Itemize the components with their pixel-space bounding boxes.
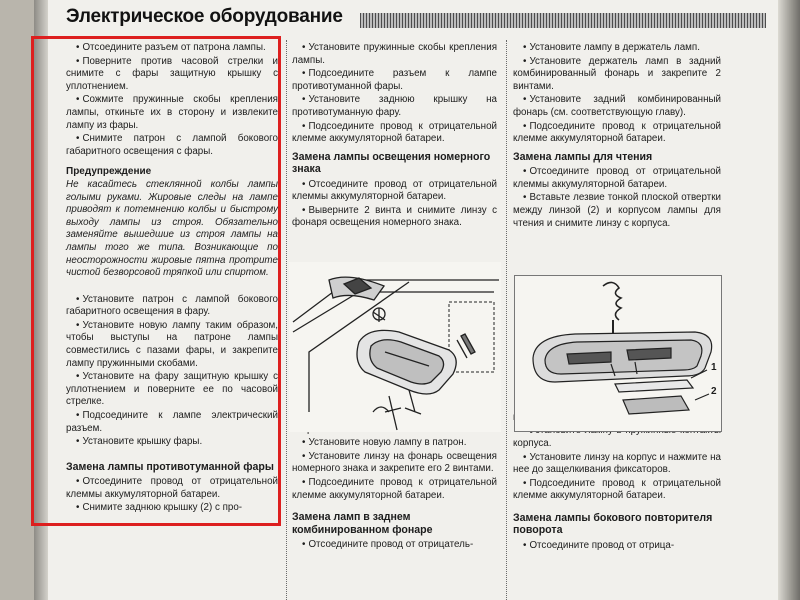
paragraph: • Вставьте лезвие тонкой плоской отвертки между линзой (2) и корпусом лампы для чтения и снимите линзу с корпуса. [513, 192, 721, 230]
column-divider [506, 40, 507, 600]
paragraph: • Отсоедините провод от отрицательной клеммы аккумуляторной батареи. [513, 166, 721, 191]
page-title: Электрическое оборудование [66, 6, 343, 27]
paragraph: • Установите на фару защитную крышку с уплотнением и поверните ее по часовой стрелке. [66, 371, 278, 409]
paragraph: • Поверните против часовой стрелки и снимите с фары защитную крышку с уплотнением. [66, 56, 278, 94]
paragraph: • Снимите патрон с лампой бокового габаритного освещения с фары. [66, 133, 278, 158]
figure-label-2: 2 [711, 386, 717, 397]
warning-text: Не касайтесь стеклянной колбы лампы голыми руками. Жировые следы на лампе приводят к потемнению колбы и быстрому выходу лампы из строя. Обязательно заменяйте вышедшие из строя лампы на лампы того же типа. Возникающие по неосторожности жировые пятна протрите чистой безворсовой тряпкой или спиртом. [66, 178, 278, 279]
figure-label-1: 1 [711, 362, 717, 373]
paragraph: • корпуса. [513, 425, 721, 450]
paragraph: • Установите линзу на корпус и нажмите на нее до защелкивания фиксаторов. [513, 452, 721, 477]
reading-lamp-figure [514, 275, 722, 432]
paragraph: • Установите линзу на фонарь освещения номерного знака и закрепите его 2 винтами. [292, 451, 497, 476]
paragraph: • Выверните 2 винта и снимите линзу с фонаря освещения номерного знака. [292, 205, 497, 230]
paragraph: • Установите крышку фары. [66, 436, 278, 449]
warning-heading: Предупреждение [66, 166, 152, 178]
paragraph: • Установите лампу в держатель ламп. [513, 42, 721, 55]
paragraph: • Отсоедините провод от отрица- [513, 540, 721, 553]
section-heading: Замена лампы для чтения [513, 150, 653, 163]
section-heading: Замена лампы бокового повторителя поворота [513, 511, 713, 537]
column-divider [286, 40, 287, 600]
paragraph: • Сожмите пружинные скобы крепления лампы, откиньте их в сторону и извлеките лампу из фары. [66, 94, 278, 132]
paragraph: • Отсоедините провод от отрицательной клеммы аккумуляторной батареи. [66, 476, 278, 501]
section-heading: Замена лампы противотуманной фары [66, 460, 274, 473]
page-right-edge [778, 0, 800, 600]
paragraph: • Установите задний комбинированный фонарь (см. соответствующую главу). [513, 94, 721, 119]
license-plate-lamp-drawing-icon [289, 262, 501, 432]
paragraph: • Установите новую лампу в патрон. [292, 437, 497, 450]
paragraph: • Установите патрон с лампой бокового габаритного освещения в фару. [66, 294, 278, 319]
paragraph: • Установите держатель ламп в задний комбинированный фонарь и закрепите 2 винтами. [513, 56, 721, 94]
paragraph: • Установите новую лампу таким образом, чтобы выступы на патроне лампы совместились с пазами фары, и закрепите лампу пружинными скобами. [66, 320, 278, 370]
highlight-frame [31, 36, 281, 526]
section-heading: Замена лампы освещения номерного знака [292, 150, 491, 176]
paragraph: • Подсоедините к лампе электрический разъем. [66, 410, 278, 435]
paragraph: • Подсоедините провод к отрицательной клемме аккумуляторной батареи. [513, 478, 721, 503]
reading-lamp-drawing-icon [515, 276, 721, 431]
paragraph: • Подсоедините разъем к лампе противотуманной фары. [292, 68, 497, 93]
paragraph: • Подсоедините провод к отрицательной клемме аккумуляторной батареи. [292, 121, 497, 146]
paragraph: • Подсоедините провод к отрицательной клемме аккумуляторной батареи. [513, 121, 721, 146]
paragraph: • Отсоедините провод от отрицательной клеммы аккумуляторной батареи. [292, 179, 497, 204]
paragraph: • Установите заднюю крышку на противотуманную фару. [292, 94, 497, 119]
paragraph: • Подсоедините провод к отрицательной клемме аккумуляторной батареи. [292, 477, 497, 502]
header-hatch-bar [360, 13, 766, 28]
paragraph: • Отсоедините разъем от патрона лампы. [66, 42, 278, 55]
page-header [66, 4, 766, 34]
paragraph: • Снимите заднюю крышку (2) с про- [66, 502, 278, 515]
paragraph: • Отсоедините провод от отрицатель- [292, 539, 497, 552]
license-plate-lamp-figure [289, 262, 501, 432]
paragraph: • Установите пружинные скобы крепления лампы. [292, 42, 497, 67]
section-heading: Замена ламп в заднем комбинированном фонаре [292, 511, 433, 536]
